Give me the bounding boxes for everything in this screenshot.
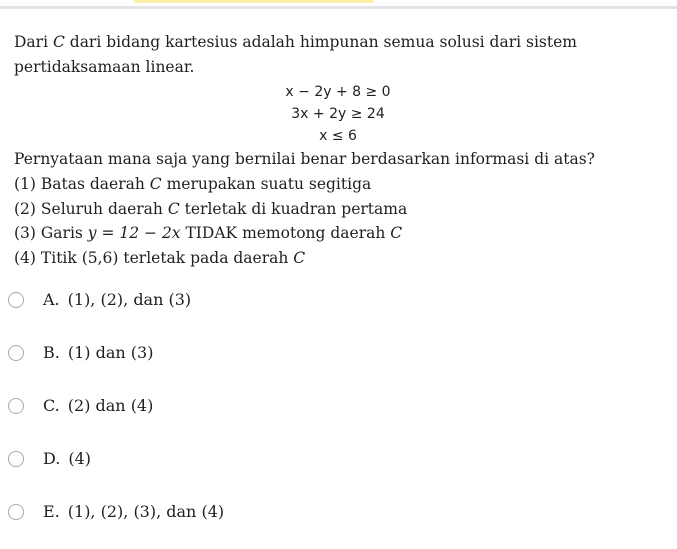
region-variable: C bbox=[293, 248, 306, 267]
answer-options bbox=[8, 284, 668, 549]
statement-1 bbox=[14, 172, 664, 197]
question-intro bbox=[14, 30, 664, 80]
option-text: (1), (2), dan (3) bbox=[67, 290, 192, 309]
option-b[interactable] bbox=[8, 337, 668, 390]
statement-number: (3) bbox=[14, 224, 36, 242]
statement-4 bbox=[14, 246, 664, 271]
radio-circle-icon[interactable] bbox=[8, 292, 24, 308]
statement-text: Batas daerah bbox=[40, 175, 150, 193]
statement-number: (2) bbox=[14, 199, 36, 218]
statement-number: (1) bbox=[14, 175, 36, 193]
intro-text-start: Dari bbox=[14, 33, 53, 51]
region-variable: C bbox=[390, 224, 403, 242]
option-text: (4) bbox=[68, 449, 92, 468]
option-e[interactable] bbox=[8, 496, 668, 549]
option-c[interactable] bbox=[8, 390, 668, 443]
radio-circle-icon[interactable] bbox=[8, 451, 24, 467]
inequality-3: x ≤ 6 bbox=[319, 128, 357, 144]
statement-text: Titik (5,6) terletak pada daerah bbox=[40, 248, 294, 267]
question-prompt: Pernyataan mana saja yang bernilai benar berdasarkan informasi di atas? bbox=[14, 150, 595, 168]
radio-circle-icon[interactable] bbox=[8, 398, 24, 414]
inequality-system bbox=[14, 81, 664, 147]
statement-3 bbox=[14, 221, 664, 246]
statement-text: Garis bbox=[40, 224, 88, 242]
statement-text: terletak di kuadran pertama bbox=[179, 199, 408, 218]
intro-text-end: dari bidang kartesius adalah himpunan semua solusi dari sistem pertidaksamaan linear. bbox=[14, 33, 577, 76]
statement-2 bbox=[14, 197, 664, 222]
option-letter: C. bbox=[43, 396, 60, 415]
statement-text: merupakan suatu segitiga bbox=[161, 175, 372, 193]
option-d[interactable] bbox=[8, 443, 668, 496]
top-divider bbox=[0, 6, 677, 9]
statement-list bbox=[14, 172, 664, 270]
region-variable: C bbox=[167, 199, 180, 218]
region-variable: C bbox=[52, 33, 65, 51]
statement-text: Seluruh daerah bbox=[40, 199, 168, 218]
top-highlight-bar bbox=[134, 0, 374, 3]
option-letter: B. bbox=[43, 343, 60, 362]
line-equation: y = 12 − 2x bbox=[87, 224, 181, 242]
statement-text: TIDAK memotong daerah bbox=[180, 224, 391, 242]
statement-number: (4) bbox=[14, 248, 36, 267]
region-variable: C bbox=[149, 175, 162, 193]
option-letter: D. bbox=[43, 449, 61, 468]
inequality-2: 3x + 2y ≥ 24 bbox=[291, 106, 385, 122]
question-block bbox=[14, 30, 664, 270]
option-a[interactable] bbox=[8, 284, 668, 337]
radio-circle-icon[interactable] bbox=[8, 345, 24, 361]
inequality-1: x − 2y + 8 ≥ 0 bbox=[285, 84, 391, 100]
option-letter: A. bbox=[43, 290, 60, 309]
option-text: (1) dan (3) bbox=[67, 343, 154, 362]
radio-circle-icon[interactable] bbox=[8, 504, 24, 520]
option-letter: E. bbox=[43, 502, 60, 521]
option-text: (2) dan (4) bbox=[67, 396, 154, 415]
option-text: (1), (2), (3), dan (4) bbox=[67, 502, 225, 521]
